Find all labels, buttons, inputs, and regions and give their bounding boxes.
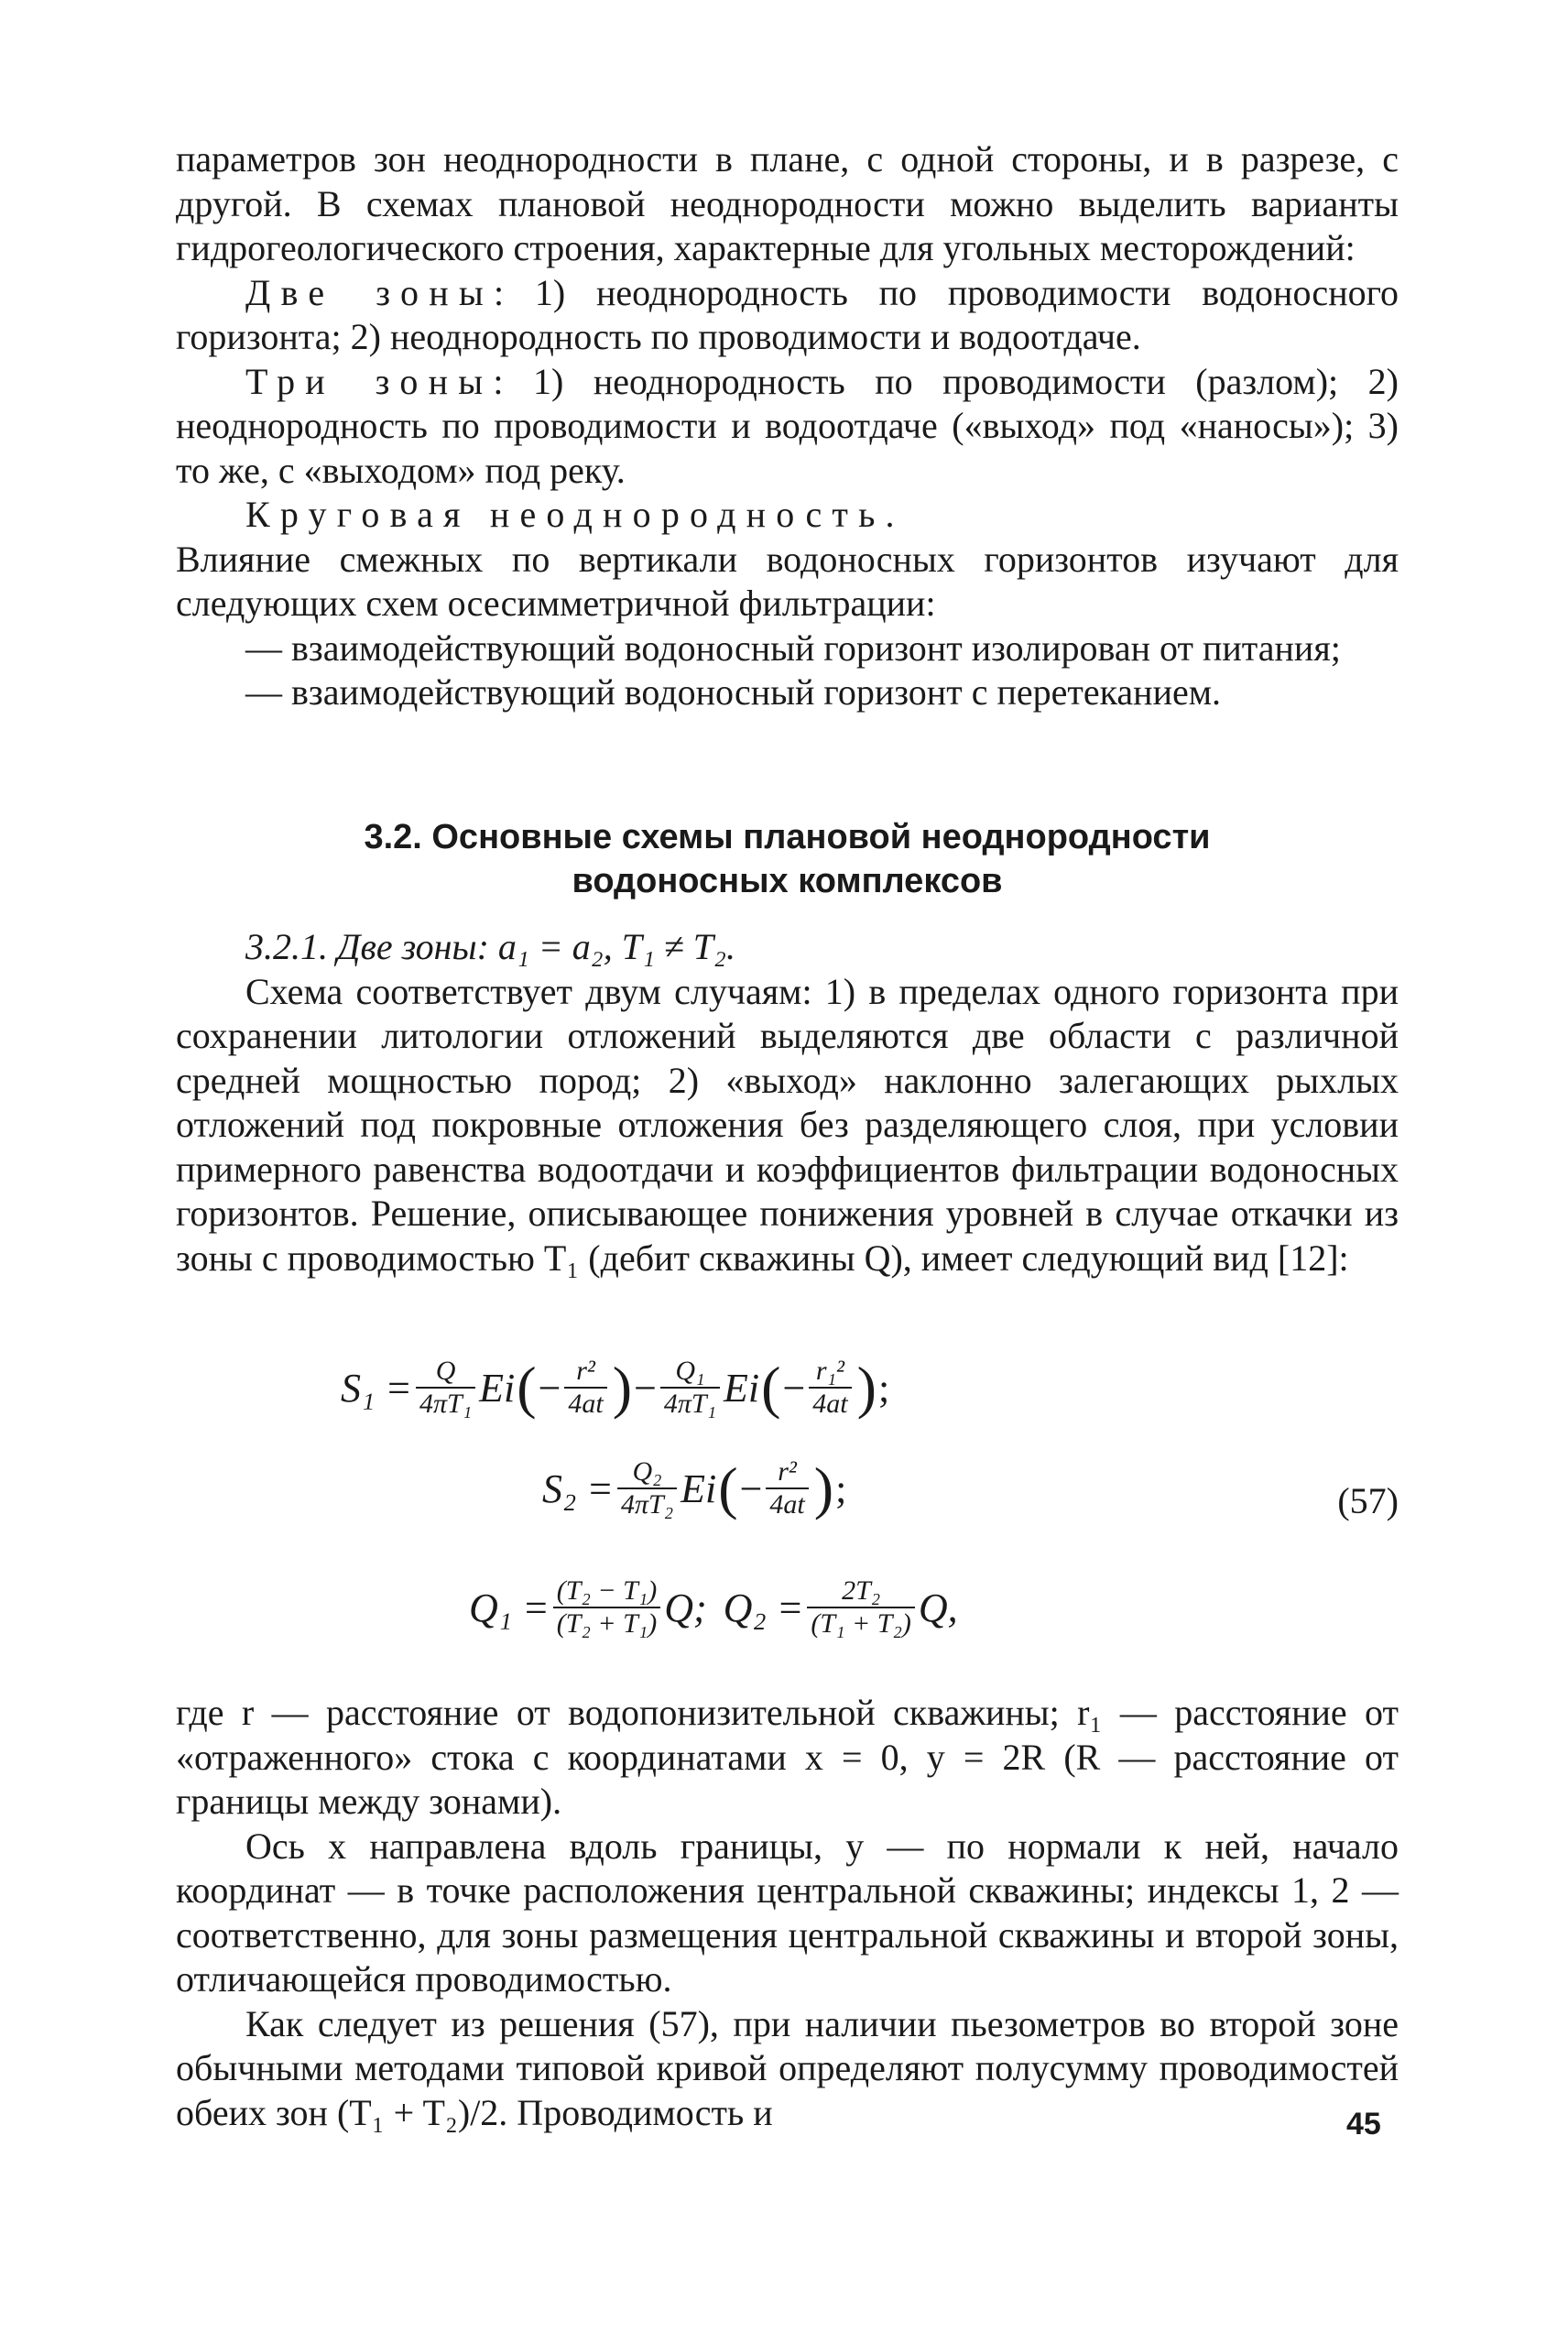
paren-close: ) [813,1455,834,1520]
paragraph-influence: Влияние смежных по вертикали водоносных горизонтов изучают для следующих схем осесимметричной фильтрации: [176,538,1399,624]
dash-item-1: — взаимодействующий водоносный горизонт изолирован от питания; [245,627,1341,669]
paren-close: ) [856,1355,877,1420]
eq-q-comma: Q, [918,1585,958,1630]
eq-ei: Ei [681,1466,717,1511]
eq-minus: − [782,1365,806,1411]
subsection-title: 3.2.1. Две зоны: a₁ = a₂, T₁ ≠ T₂. [245,926,735,967]
frac-num: Q₁ [675,1356,705,1386]
eq-minus: − [739,1466,763,1511]
equation-s1 [341,1356,889,1420]
paren-open: ( [718,1455,738,1520]
dash-item-2: — взаимодействующий водоносный горизонт с перетеканием. [245,671,1222,713]
frac-den: 4πT₂ [617,1487,677,1520]
frac-r12-4at [809,1356,851,1420]
heading-line-1: 3.2. Основные схемы плановой неоднородности [364,818,1211,856]
eq-minus: − [634,1365,657,1411]
paragraph-intro: параметров зон неоднородности в плане, с одной стороны, и в разрезе, с другой. В схемах плановой неоднородности можно выделить варианты гидрогеологического строения, характерные для угольных месторождений: [176,138,1399,268]
frac-num: r₁² [815,1356,845,1386]
frac-q1-4pit1 [660,1356,720,1420]
text-top [176,137,1399,715]
heading-line-2: водоносных комплексов [572,862,1003,900]
eq-semicolon: ; [877,1365,890,1411]
frac-den: (T₂ + T₁) [553,1607,660,1640]
eq-q1-lhs: Q₁ = [469,1585,550,1630]
equation-q1-q2 [469,1575,958,1640]
frac-den: (T₁ + T₂) [807,1607,914,1640]
equation-block [176,1356,1399,1685]
frac-den: 4at [564,1387,606,1420]
eq-minus: − [538,1365,561,1411]
paragraph-axis: Ось x направлена вдоль границы, y — по нормали к ней, начало координат — в точке расположения центральной скважины; индексы 1, 2 — соответственно, для зоны размещения центральной скважины и второй зоны, отличающейся проводимостью. [176,1825,1399,2000]
three-zones-text: : 1) неоднородность по проводимости (разлом); 2) неоднородность по проводимости и водоотдаче («выход» под «наносы»); 3) то же, с «выходом» под реку. [176,360,1399,491]
frac-num: r² [576,1356,595,1386]
equation-s2 [542,1456,846,1520]
frac-num: Q [435,1356,456,1386]
paragraph-three-zones [176,360,1399,494]
two-zones-text: : 1) неоднородность по проводимости водоносного горизонта; 2) неоднородность по проводимости и водоотдаче. [176,271,1399,357]
eq-s2-lhs: S₂ = [542,1466,614,1511]
paragraph-circular [176,493,1399,538]
paragraph-where: где r — расстояние от водопонизительной скважины; r₁ — расстояние от «отраженного» стока с координатами x = 0, y = 2R (R — расстояние от границы между зонами). [176,1692,1399,1822]
paren-open: ( [517,1355,537,1420]
frac-num: Q₂ [632,1456,662,1487]
page-number: 45 [1346,2107,1381,2141]
text-bottom [176,1691,1399,2135]
two-zones-label: Две зоны [245,271,494,313]
frac-q2-4pit2 [617,1456,677,1520]
text-section [176,925,1399,1280]
frac-num: 2T₂ [842,1575,881,1606]
three-zones-label: Три зоны [245,360,494,402]
section-heading [176,815,1399,903]
frac-num: r² [778,1456,797,1487]
paren-close: ) [612,1355,633,1420]
frac-den: 4πT₁ [416,1387,475,1420]
frac-q2-ratio [807,1575,914,1640]
paragraph-scheme: Схема соответствует двум случаям: 1) в пределах одного горизонта при сохранении литологии отложений выделяются две области с различной средней мощностью пород; 2) «выход» наклонно залегающих рыхлых отложений под покровные отложения без разделяющего слоя, при условии примерного равенства водоотдачи и коэффициентов фильтрации водоносных горизонтов. Решение, описывающее понижения уровней в случае откачки из зоны с проводимостью T₁ (дебит скважины Q), имеет следующий вид [12]: [176,970,1399,1279]
eq-ei: Ei [479,1365,516,1411]
eq-ei: Ei [724,1365,760,1411]
paragraph-two-zones [176,271,1399,360]
paragraph-follows: Как следует из решения (57), при наличии пьезометров во второй зоне обычными методами типовой кривой определяют полусумму проводимостей обеих зон (T₁ + T₂)/2. Проводимость и [176,2002,1399,2133]
eq-q2-lhs: Q₂ = [723,1585,804,1630]
frac-den: 4at [766,1487,808,1520]
eq-semicolon: ; [835,1466,847,1511]
circular-label: Круговая неоднородность. [245,494,905,535]
frac-q1-ratio [553,1575,660,1640]
frac-r2-4at [766,1456,808,1520]
eq-q-semicolon: Q; [664,1585,707,1630]
eq-s1-lhs: S₁ = [341,1365,412,1411]
frac-r2-4at [564,1356,606,1420]
frac-den: 4at [809,1387,851,1420]
frac-num: (T₂ − T₁) [556,1575,658,1606]
paren-open: ( [761,1355,781,1420]
equation-number: (57) [1337,1480,1399,1521]
frac-q-4pit1 [416,1356,475,1420]
frac-den: 4πT₁ [660,1387,720,1420]
